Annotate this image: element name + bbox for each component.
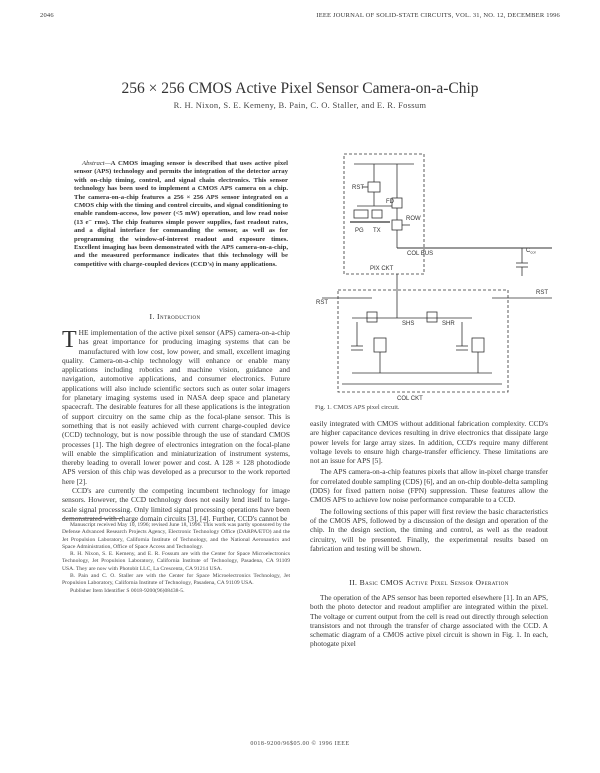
sf-s-transistor xyxy=(374,338,386,352)
section-2-heading: II. Basic CMOS Active Pixel Sensor Operation xyxy=(349,578,509,587)
intro-paragraph-1: HE implementation of the active pixel sensor (APS) camera-on-a-chip has great importance for producing imaging systems that can be manufactured with low cost, low power, and small, excellent imaging quality. Camera-on-a-chip technology will enhance or enable many applications including robotics and machine vision, guidance and navigation, automotive applications, and consumer electronics. Future applications will also include scientific sectors such as outer solar imagers for planetary imaging systems used in NASA deep space and planetary spacecraft. The desirable features for all these applications is the integration of support circuitry on the same chip as the focal-plane sensor. This is something that is not easily achieved with current charge-coupled device (CCD) technology, but is now possible through the use of standard CMOS processes [1]. The high degree of electronics integration on the focal-plane will enable the simplification and miniaturization of instrument systems, thereby leading to overall lower power and cost. A 128 × 128 photodiode APS version of this chip was developed as a precursor to the work reported here [2]. xyxy=(62,328,290,486)
abstract-text: A CMOS imaging sensor is described that uses active pixel sensor (APS) technology and permits the integration of the detector array with on-chip timing, control, and signal chain electronics. This sensor technology has been used to implement a CMOS APS camera on a chip. The camera-on-a-chip features a 256 × 256 APS sensor integrated on a CMOS chip with the timing and control circuits, and signal conditioning to enable random-access, low power (<5 mW) operation, and low read noise (13 e⁻ rms). The chip features simple power supplies, fast readout rates, and a digital interface for commanding the sensor, as well as for programming the window-of-interest readout and exposure times. Excellent imaging has been demonstrated with the APS camera-on-a-chip, and the measured performance indicates that this technology will be competitive with charge-coupled devices (CCD's) in many applications. xyxy=(74,160,288,268)
shr-switch xyxy=(427,312,437,322)
paper-title: 256 × 256 CMOS Active Pixel Sensor Camera-on-a-Chip xyxy=(121,80,479,97)
label-pix-ckt: PIX CKT xyxy=(370,266,394,272)
footnote-affiliation-2: B. Pain and C. O. Staller are with the Center for Space Microelectronics Technology, Jet Propulsion Laboratory, California Institute of Technology, Pasadena, CA 91109 USA. xyxy=(62,573,290,587)
label-tx: TX xyxy=(373,228,381,234)
section-2-text xyxy=(310,593,548,649)
footnote-received: Manuscript received May 10, 1996; revised June 18, 1996. This work was partly sponsored by the Defense Advanced Research Projects Agency, Electronic Technology Office (DARPA/ETO) and the Jet Propulsion Laboratory, California Institute of Technology, and the National Aeronautics and Space Administration, Office of Space Access and Technology. xyxy=(62,522,290,550)
label-rst-right: RST xyxy=(536,290,548,296)
footnote-pii: Publisher Item Identifier S 0018-9200(96)08438-5. xyxy=(70,587,185,594)
sf-r-transistor xyxy=(472,338,484,352)
intro-paragraph-2: CCD's are currently the competing incumbent technology for image sensors. However, the CCD technology does not easily lend itself to large-scale signal processing. Only limited signal processing operations have been demonstrated with charge domain circuits [3], [4]. Further, CCD's cannot be xyxy=(62,486,290,523)
author-list: R. H. Nixon, S. E. Kemeny, B. Pain, C. O. Staller, and E. R. Fossum xyxy=(173,100,427,110)
right-paragraph-1: easily integrated with CMOS without additional fabrication complexity. CCD's are higher capacitance devices resulting in drive electronics that dissipate large power levels for large array sizes. In addition, CCD's require many different voltage levels to ensure high charge-transfer efficiency. These limitations are not an issue for APS [5]. xyxy=(310,419,548,466)
label-ccol: $C_{col}$ xyxy=(526,248,536,255)
section-1-heading: I. Introduction xyxy=(149,312,201,321)
right-paragraph-2: The APS camera-on-a-chip features pixels that allow in-pixel charge transfer for correlated double sampling (CDS) [6], and an on-chip double-delta sampling (DDS) for fixed pattern noise (FPN) suppression. These features allow the CMOS APS to achieve low noise performance comparable to a CCD. xyxy=(310,467,548,505)
col-ckt-box xyxy=(338,290,508,392)
running-header: IEEE JOURNAL OF SOLID-STATE CIRCUITS, VOL. 31, NO. 12, DECEMBER 1996 xyxy=(316,12,560,19)
right-column-text xyxy=(310,419,548,553)
footnote-rule xyxy=(62,518,122,519)
right-paragraph-3: The following sections of this paper will first review the basic characteristics of the CMOS APS, followed by a discussion of the design and operation of the chip. In the design section, the timing and control, as well as the readout circuitry, will be presented. Finally, the experimental results based on fabrication and testing will be shown. xyxy=(310,506,548,553)
pg-gate xyxy=(354,210,368,218)
label-col-ckt: COL CKT xyxy=(397,396,423,402)
right-paragraph-4: The operation of the APS sensor has been reported elsewhere [1]. In an APS, both the photo detector and readout amplifier are integrated within the pixel. The voltage or current output from the cell is read out directly through selection transistors and not through the transfer of charge associated with the CCD. A schematic diagram of a CMOS active pixel circuit is shown in Fig. 1. In each, photogate pixel xyxy=(310,593,548,649)
figure-caption: Fig. 1. CMOS APS pixel circuit. xyxy=(315,404,400,411)
dropcap: T xyxy=(62,327,77,353)
shs-switch xyxy=(367,312,377,322)
label-shs: SHS xyxy=(402,321,415,327)
tx-gate xyxy=(372,210,382,218)
pixel-circuit-figure xyxy=(312,148,562,403)
label-pg: PG xyxy=(355,228,364,234)
footnote-affiliation-1: R. H. Nixon, S. E. Kemeny, and E. R. Fossum are with the Center for Space Microelectronics Technology, Jet Propulsion Laboratory, California Institute of Technology, Pasadena, CA 91109 USA. They are now with Photobit LLC, La Crescenta, CA 91214 USA. xyxy=(62,551,290,572)
rst-transistor xyxy=(368,182,380,192)
label-rst: RST xyxy=(352,185,364,191)
label-col-bus: COL BUS xyxy=(407,251,434,257)
row-select-transistor xyxy=(392,220,402,230)
abstract-label: Abstract— xyxy=(82,160,111,167)
label-shr: SHR xyxy=(442,321,455,327)
label-row: ROW xyxy=(406,216,421,222)
abstract xyxy=(74,160,288,269)
label-fd: FD xyxy=(386,199,394,205)
page-number: 2046 xyxy=(40,12,54,19)
label-rst-col: RST xyxy=(316,300,328,306)
footnote xyxy=(62,522,290,595)
publisher-id: 0018-9200/96$05.00 © 1996 IEEE xyxy=(250,741,350,747)
introduction xyxy=(62,328,290,523)
